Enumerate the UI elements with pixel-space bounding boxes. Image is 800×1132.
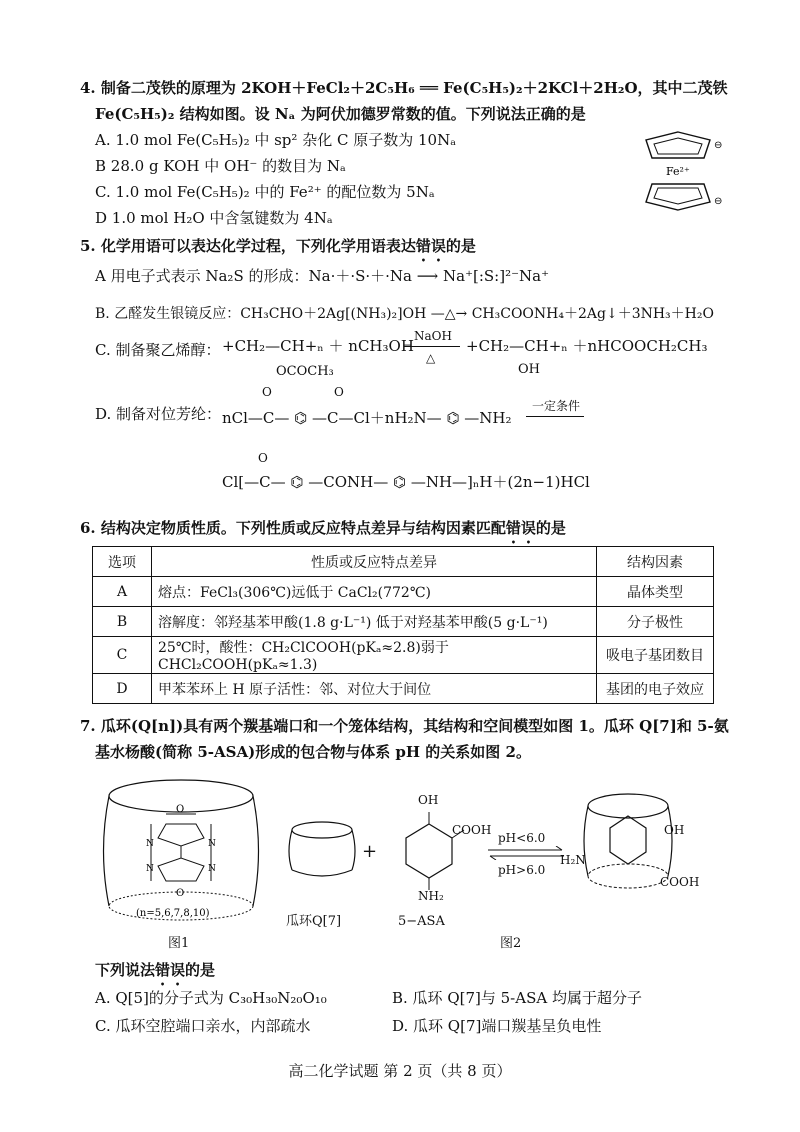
q4-stem-line1: 4. 制备二茂铁的原理为 2KOH＋FeCl₂＋2C₅H₆ ══ Fe(C₅H₅)₂＋2KCl＋2H₂O，其中二茂铁 — [80, 79, 728, 97]
q5-option-c-right: +CH₂—CH+ₙ ＋nHCOOCH₂CH₃ — [466, 337, 708, 355]
q7-prompt: 下列说法错误的是 — [95, 961, 216, 979]
table-cell: 熔点：FeCl₃(306℃)远低于 CaCl₂(772℃) — [152, 577, 597, 607]
asa-cooh-label: COOH — [452, 823, 492, 837]
q7-option-a: A. Q[5]的分子式为 C₃₀H₃₀N₂₀O₁₀ — [95, 989, 327, 1007]
figure-1-cucurbituril-structure — [96, 776, 266, 926]
table-row — [93, 577, 714, 607]
q5-option-c-cond-top: NaOH — [414, 329, 452, 343]
q7-prompt-emphasis: 错误 — [155, 961, 186, 979]
complex-oh-label: OH — [664, 823, 685, 837]
svg-text:O: O — [176, 804, 185, 815]
q5-option-c-right-sub: OH — [518, 362, 540, 377]
table-cell: B — [93, 607, 152, 637]
table-header-cell: 结构因素 — [597, 547, 714, 577]
q5-stem-emphasis: 错误 — [415, 237, 446, 255]
table-cell: 吸电子基团数目 — [597, 637, 714, 674]
ferrocene-fe-label: Fe²⁺ — [666, 165, 690, 178]
svg-text:N: N — [146, 839, 154, 849]
page-footer: 高二化学试题 第 2 页（共 8 页） — [288, 1062, 512, 1080]
q5-option-c-arrow — [404, 346, 460, 347]
table-cell: 25℃时，酸性：CH₂ClCOOH(pKₐ≈2.8)弱于 CHCl₂COOH(pKₐ≈1.3) — [152, 637, 597, 674]
table-cell: 基团的电子效应 — [597, 674, 714, 704]
q5-option-c-left: +CH₂—CH+ₙ ＋ nCH₃OH — [222, 337, 414, 355]
table-header-cell: 性质或反应特点差异 — [152, 547, 597, 577]
q5-option-d-o-3: O — [258, 451, 268, 465]
table-cell: 晶体类型 — [597, 577, 714, 607]
q5-option-d-arrow — [526, 416, 584, 417]
equilibrium-arrows — [486, 846, 566, 860]
figure-2-label: 图2 — [500, 936, 522, 951]
table-cell: C — [93, 637, 152, 674]
q6-stem: 6. 结构决定物质性质。下列性质或反应特点差异与结构因素匹配错误的是 — [80, 519, 566, 537]
q5-stem: 5. 化学用语可以表达化学过程，下列化学用语表达错误的是 — [80, 237, 476, 255]
q6-table — [92, 546, 714, 704]
svg-text:N: N — [208, 839, 216, 849]
q5-option-d-cond: 一定条件 — [532, 399, 581, 413]
plus-sign: + — [362, 841, 378, 862]
q5-option-d-label: D. 制备对位芳纶： — [95, 405, 222, 423]
svg-text:O: O — [176, 888, 185, 899]
q4-option-b: B 28.0 g KOH 中 OH⁻ 的数目为 Nₐ — [95, 157, 346, 175]
svg-text:N: N — [208, 864, 216, 874]
figure-1-n-range: (n=5,6,7,8,10) — [136, 908, 210, 919]
q5-option-d-o-2: O — [334, 385, 344, 399]
table-cell: A — [93, 577, 152, 607]
asa-nh2-label: NH₂ — [418, 889, 444, 903]
q5-option-d-o-1: O — [262, 385, 272, 399]
q4-option-a: A. 1.0 mol Fe(C₅H₅)₂ 中 sp² 杂化 C 原子数为 10Nₐ — [95, 131, 456, 149]
ph-lower-condition: pH<6.0 — [498, 831, 546, 845]
q7-option-c: C. 瓜环空腔端口亲水，内部疏水 — [95, 1017, 311, 1035]
table-header-cell: 选项 — [93, 547, 152, 577]
asa-label: 5−ASA — [398, 914, 445, 929]
table-row — [93, 637, 714, 674]
ferrocene-minus-top: ⊖ — [714, 140, 723, 151]
svg-text:N: N — [146, 864, 154, 874]
q5-option-c-cond-bot: △ — [426, 351, 436, 365]
q7-option-d: D. 瓜环 Q[7]端口羰基呈负电性 — [392, 1017, 602, 1035]
table-row — [93, 674, 714, 704]
q4-option-d: D 1.0 mol H₂O 中含氢键数为 4Nₐ — [95, 209, 333, 227]
table-header-row — [93, 547, 714, 577]
figure-1-label: 图1 — [168, 936, 190, 951]
q5-option-a: A 用电子式表示 Na₂S 的形成：Na·＋·S·＋·Na ⟶ Na⁺[:S:]²⁻Na⁺ — [95, 267, 550, 285]
q5-option-b: B. 乙醛发生银镜反应：CH₃CHO＋2Ag[(NH₃)₂]OH —△→ CH₃COONH₄＋2Ag↓＋3NH₃＋H₂O — [95, 306, 714, 322]
q7-option-b: B. 瓜环 Q[7]与 5-ASA 均属于超分子 — [392, 989, 642, 1007]
q5-option-c-left-sub: OCOCH₃ — [276, 364, 334, 379]
q5-option-d-right: Cl[—C— ⌬ —CONH— ⌬ —NH—]ₙH＋(2n−1)HCl — [222, 473, 590, 491]
q7-stem-line2: 基水杨酸(简称 5-ASA)形成的包合物与体系 pH 的关系如图 2。 — [95, 743, 531, 761]
q5-option-c-label: C. 制备聚乙烯醇： — [95, 341, 221, 359]
cucurbituril-cup-model — [286, 820, 358, 882]
cup-label: 瓜环Q[7] — [286, 914, 342, 929]
asa-oh-label: OH — [418, 793, 439, 807]
q7-stem-line1: 7. 瓜环(Q[n])具有两个羰基端口和一个笼体结构，其结构和空间模型如图 1。瓜环 Q[7]和 5-氨 — [80, 717, 729, 735]
table-cell: D — [93, 674, 152, 704]
q6-stem-emphasis: 错误 — [505, 519, 536, 537]
ferrocene-minus-bottom: ⊖ — [714, 196, 723, 207]
ph-higher-condition: pH>6.0 — [498, 863, 546, 877]
table-cell: 分子极性 — [597, 607, 714, 637]
table-cell: 甲苯苯环上 H 原子活性：邻、对位大于间位 — [152, 674, 597, 704]
table-cell: 溶解度：邻羟基苯甲酸(1.8 g·L⁻¹) 低于对羟基苯甲酸(5 g·L⁻¹) — [152, 607, 597, 637]
ferrocene-structure — [628, 124, 728, 216]
q5-option-d-left: nCl—C— ⌬ —C—Cl＋nH₂N— ⌬ —NH₂ — [222, 409, 512, 427]
q4-stem-line2: Fe(C₅H₅)₂ 结构如图。设 Nₐ 为阿伏加德罗常数的值。下列说法正确的是 — [95, 105, 586, 123]
table-row — [93, 607, 714, 637]
complex-cooh-label: COOH — [660, 875, 700, 889]
q4-option-c: C. 1.0 mol Fe(C₅H₅)₂ 中的 Fe²⁺ 的配位数为 5Nₐ — [95, 183, 435, 201]
complex-h2n-label: H₂N — [560, 853, 586, 867]
